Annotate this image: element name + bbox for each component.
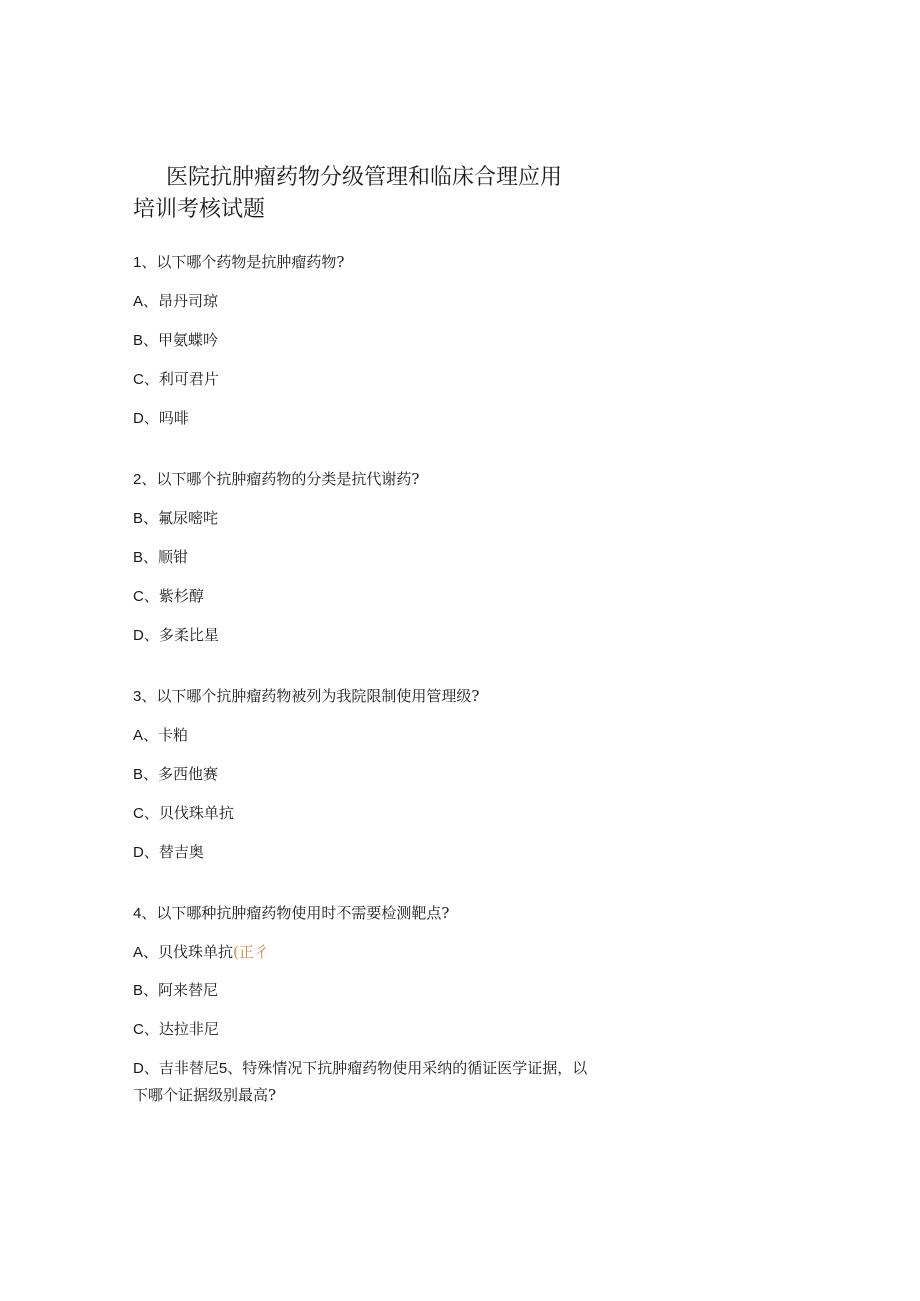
option-text: 贝伐珠单抗 [158, 943, 234, 961]
option-label: B、 [133, 982, 159, 999]
question-1-option-b [133, 330, 218, 351]
question-3-option-d [133, 842, 204, 863]
option-text: 阿来替尼 [158, 981, 219, 999]
title-line-2: 培训考核试题 [133, 197, 266, 222]
option-label: C、 [133, 1021, 159, 1038]
document-title [133, 162, 603, 226]
option-text: 替吉奥 [158, 843, 204, 861]
question-text: 以下哪个药物是抗肿瘤药物? [156, 253, 345, 271]
option-label: C、 [133, 371, 159, 388]
question-3-stem [133, 686, 479, 707]
question-number: 2、 [133, 471, 157, 488]
question-4-stem [133, 903, 449, 924]
option-text: 吗啡 [158, 409, 189, 427]
option-label: C、 [133, 805, 159, 822]
question-2-option-b [133, 547, 188, 568]
question-text: 以下哪个抗肿瘤药物的分类是抗代谢药? [156, 470, 420, 488]
option-text: 达拉非尼 [158, 1020, 219, 1038]
option-label: D、 [133, 627, 159, 644]
option-text: 紫杉醇 [158, 587, 204, 605]
question-3-option-b [133, 764, 218, 785]
question-1-option-c [133, 369, 219, 390]
option-label: D、 [133, 410, 159, 427]
option-label: D、 [133, 844, 159, 861]
question-1-option-d [133, 408, 189, 429]
question-1-option-a [133, 291, 218, 312]
question-4-option-c [133, 1019, 219, 1040]
option-text: 顺钳 [158, 548, 189, 566]
option-label: C、 [133, 588, 159, 605]
question-3-option-a [133, 725, 188, 746]
option-text: 吉非替尼 [158, 1059, 219, 1077]
option-text: 多柔比星 [158, 626, 219, 644]
question-4-option-a [133, 942, 269, 963]
question-1-stem [133, 252, 344, 273]
option-label: B、 [133, 766, 159, 783]
option-label: A、 [133, 944, 159, 961]
option-label: B、 [133, 332, 159, 349]
title-line-1: 医院抗肿瘤药物分级管理和临床合理应用 [166, 165, 563, 190]
question-text: 以下哪个抗肿瘤药物被列为我院限制使用管理级? [156, 687, 480, 705]
answer-note: (正彳 [233, 943, 269, 961]
option-text: 氟尿嘧咤 [158, 509, 219, 527]
question-5-text: 特殊情况下抗肿瘤药物使用采纳的循证医学证据，以下哪个证据级别最高? [133, 1059, 588, 1104]
question-2-option-a [133, 508, 218, 529]
question-2-stem [133, 469, 419, 490]
option-label: B、 [133, 510, 159, 527]
question-number: 3、 [133, 688, 157, 705]
question-2-option-d [133, 625, 219, 646]
option-text: 贝伐珠单抗 [158, 804, 234, 822]
question-4-option-d-and-question-5 [133, 1055, 593, 1108]
option-text: 利可君片 [158, 370, 219, 388]
question-text: 以下哪种抗肿瘤药物使用时不需要检测靶点? [156, 904, 450, 922]
question-number: 5、 [218, 1060, 243, 1077]
option-text: 多西他赛 [158, 765, 219, 783]
question-3-option-c [133, 803, 234, 824]
option-text: 昂丹司琼 [158, 292, 219, 310]
question-4-option-b [133, 980, 218, 1001]
question-number: 1、 [133, 254, 157, 271]
option-text: 甲氨蝶吟 [158, 331, 219, 349]
option-label: D、 [133, 1060, 159, 1077]
option-label: A、 [133, 727, 159, 744]
option-label: B、 [133, 549, 159, 566]
question-number: 4、 [133, 905, 157, 922]
option-text: 卡粕 [158, 726, 189, 744]
option-label: A、 [133, 293, 159, 310]
question-2-option-c [133, 586, 204, 607]
